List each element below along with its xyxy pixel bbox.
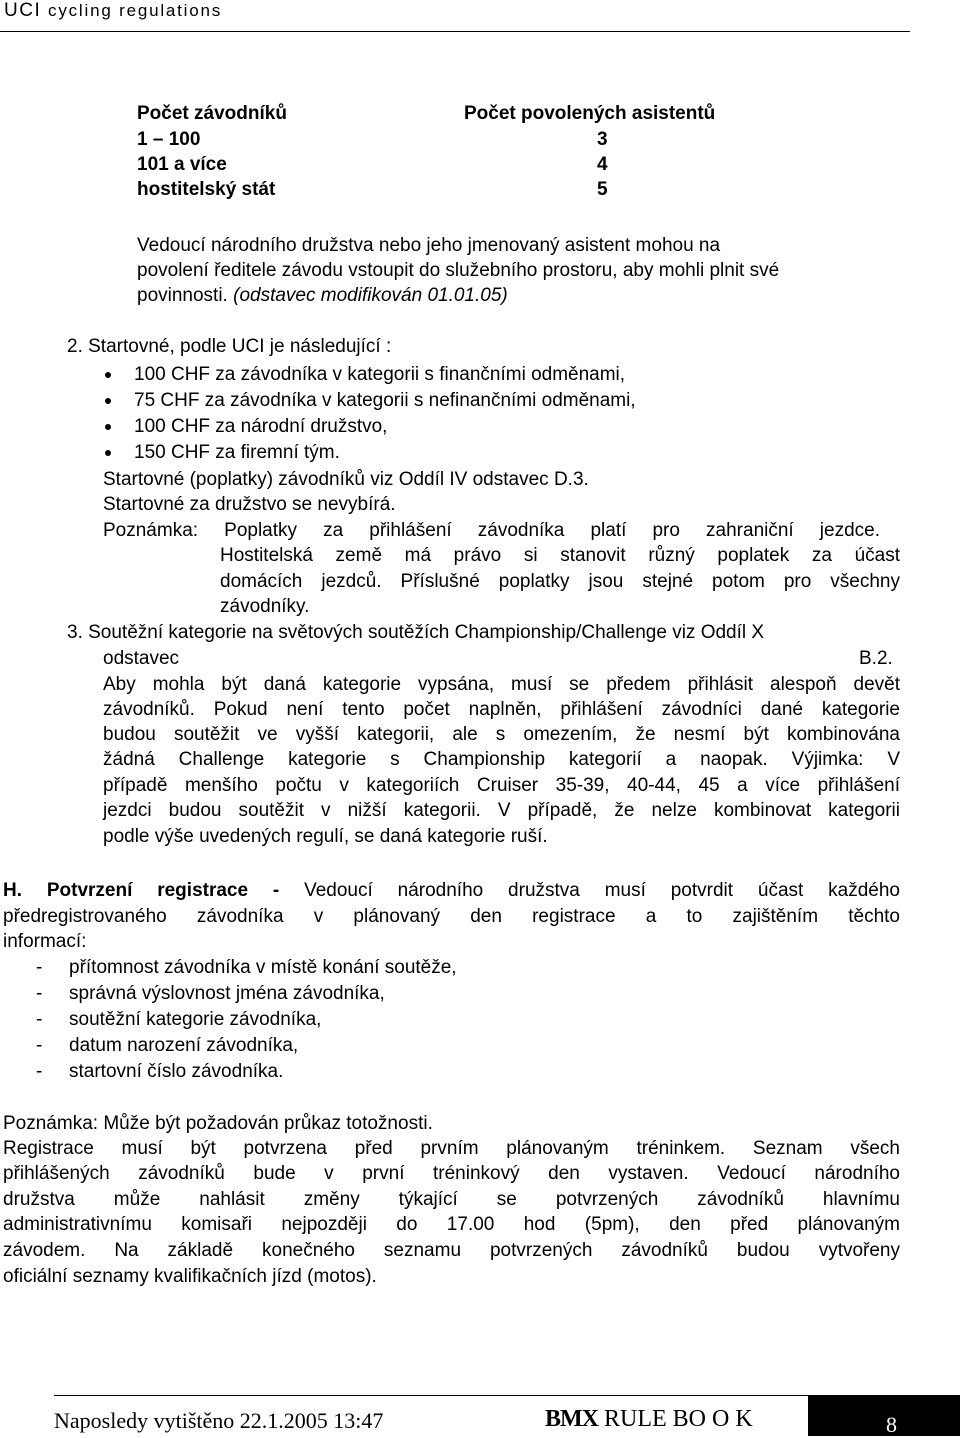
section-h-text: Vedoucí národního družstva musí potvrdit účast každého — [304, 880, 901, 901]
closing-line: přihlášených závodníků bude v první tréninkový den vystaven. Vedoucí národního — [3, 1163, 900, 1184]
dash-marker: - — [36, 1009, 43, 1030]
section-3-line: budou soutěžit ve vyšší kategorii, ale s omezením, že nesmí být kombinována — [103, 724, 900, 745]
header-divider — [0, 31, 910, 32]
fee-list-item: 100 CHF za národní družstvo, — [134, 416, 388, 437]
footer-book-title — [545, 1406, 753, 1433]
running-header — [4, 0, 222, 22]
closing-line: oficiální seznamy kvalifikačních jízd (motos). — [3, 1266, 377, 1287]
section-h-line: informací: — [3, 931, 87, 952]
footer-rulebook-label: RULE BO O K — [604, 1406, 753, 1432]
fee-note-line: domácích jezdců. Příslušné poplatky jsou stejné potom pro všechny — [220, 571, 900, 592]
dash-marker: - — [36, 1035, 43, 1056]
table-cell-riders: hostitelský stát — [137, 179, 276, 200]
dash-marker: - — [36, 957, 43, 978]
modification-note: (odstavec modifikován 01.01.05) — [233, 285, 508, 306]
closing-line: Registrace musí být potvrzena před prvním plánovaným tréninkem. Seznam všech — [3, 1138, 900, 1159]
fee-list-item: 100 CHF za závodníka v kategorii s finančními odměnami, — [134, 364, 626, 385]
section-h-heading: H. Potvrzení registrace - — [3, 880, 280, 901]
registration-item: datum narození závodníka, — [69, 1035, 299, 1056]
header-subtitle: cycling regulations — [48, 1, 223, 20]
section-3-line: jezdci budou soutěžit v nižší kategorii. V případě, že nelze kombinovat kategorii — [103, 800, 900, 821]
table-cell-assistants: 5 — [597, 179, 608, 200]
bullet-icon — [105, 424, 111, 430]
table-cell-assistants: 3 — [597, 129, 608, 150]
dash-marker: - — [36, 1061, 43, 1082]
table-cell-assistants: 4 — [597, 154, 608, 175]
section-3-line: žádná Challenge kategorie s Championship kategorií a naopak. Výjimka: V — [103, 749, 900, 770]
section-3-line: odstavec — [103, 648, 180, 669]
table-header-riders: Počet závodníků — [137, 103, 287, 124]
identity-note: Poznámka: Může být požadován průkaz totožnosti. — [3, 1113, 433, 1134]
section-3-heading: 3. Soutěžní kategorie na světových soutěžích Championship/Challenge viz Oddíl X — [67, 622, 765, 643]
fee-list-item: 150 CHF za firemní tým. — [134, 442, 340, 463]
access-paragraph-line: Vedoucí národního družstva nebo jeho jmenovaný asistent mohou na — [137, 235, 721, 256]
registration-item: správná výslovnost jména závodníka, — [69, 983, 385, 1004]
dash-marker: - — [36, 983, 43, 1004]
section-3-line: podle výše uvedených regulí, se daná kategorie ruší. — [103, 826, 548, 847]
fee-list-item: 75 CHF za závodníka v kategorii s nefinančními odměnami, — [134, 390, 636, 411]
fee-note-line: Poznámka: Poplatky za přihlášení závodníka platí pro zahraniční jezdce. — [103, 520, 880, 541]
fees-reference: Startovné (poplatky) závodníků viz Oddíl IV odstavec D.3. — [103, 469, 589, 490]
table-header-assistants: Počet povolených asistentů — [464, 103, 716, 124]
section-2-intro: 2. Startovné, podle UCI je následující : — [67, 336, 392, 357]
registration-item: přítomnost závodníka v místě konání soutěže, — [69, 957, 457, 978]
closing-line: administrativnímu komisaři nejpozději do 17.00 hod (5pm), den před plánovaným — [3, 1214, 900, 1235]
fee-note-line: závodníky. — [220, 596, 310, 617]
table-cell-riders: 1 – 100 — [137, 129, 201, 150]
fee-note-line: Hostitelská země má právo si stanovit různý poplatek za účast — [220, 545, 900, 566]
header-uci: UCI — [4, 0, 42, 21]
section-3-line: případě menšího počtu v kategoriích Cruiser 35-39, 40-44, 45 a více přihlášení — [103, 775, 900, 796]
registration-item: startovní číslo závodníka. — [69, 1061, 284, 1082]
section-3-line: závodníků. Pokud není tento počet naplněn, přihlášení závodníci dané kategorie — [103, 699, 900, 720]
bullet-icon — [105, 372, 111, 378]
footer-print-date: Naposledy vytištěno 22.1.2005 13:47 — [54, 1408, 384, 1433]
access-paragraph-line — [137, 283, 508, 308]
section-h-line: předregistrovaného závodníka v plánovaný den registrace a to zajištěním těchto — [3, 906, 900, 927]
bullet-icon — [105, 450, 111, 456]
section-3-line: B.2. — [859, 648, 893, 669]
access-paragraph-text: povinnosti. — [137, 285, 228, 306]
table-cell-riders: 101 a více — [137, 154, 227, 175]
registration-item: soutěžní kategorie závodníka, — [69, 1009, 322, 1030]
page-number-box — [808, 1396, 960, 1436]
closing-line: družstva může nahlásit změny týkající se potvrzených závodníků hlavnímu — [3, 1189, 900, 1210]
footer-bmx-label: BMX — [545, 1406, 598, 1432]
access-paragraph-line: povolení ředitele závodu vstoupit do služebního prostoru, aby mohli plnit své — [137, 260, 780, 281]
team-fee-note: Startovné za družstvo se nevybírá. — [103, 494, 396, 515]
section-3-line: Aby mohla být daná kategorie vypsána, musí se předem přihlásit alespoň devět — [103, 674, 900, 695]
bullet-icon — [105, 398, 111, 404]
page-number: 8 — [886, 1412, 897, 1437]
closing-line: závodem. Na základě konečného seznamu potvrzených závodníků budou vytvořeny — [3, 1240, 900, 1261]
section-h-first-line — [3, 878, 900, 903]
